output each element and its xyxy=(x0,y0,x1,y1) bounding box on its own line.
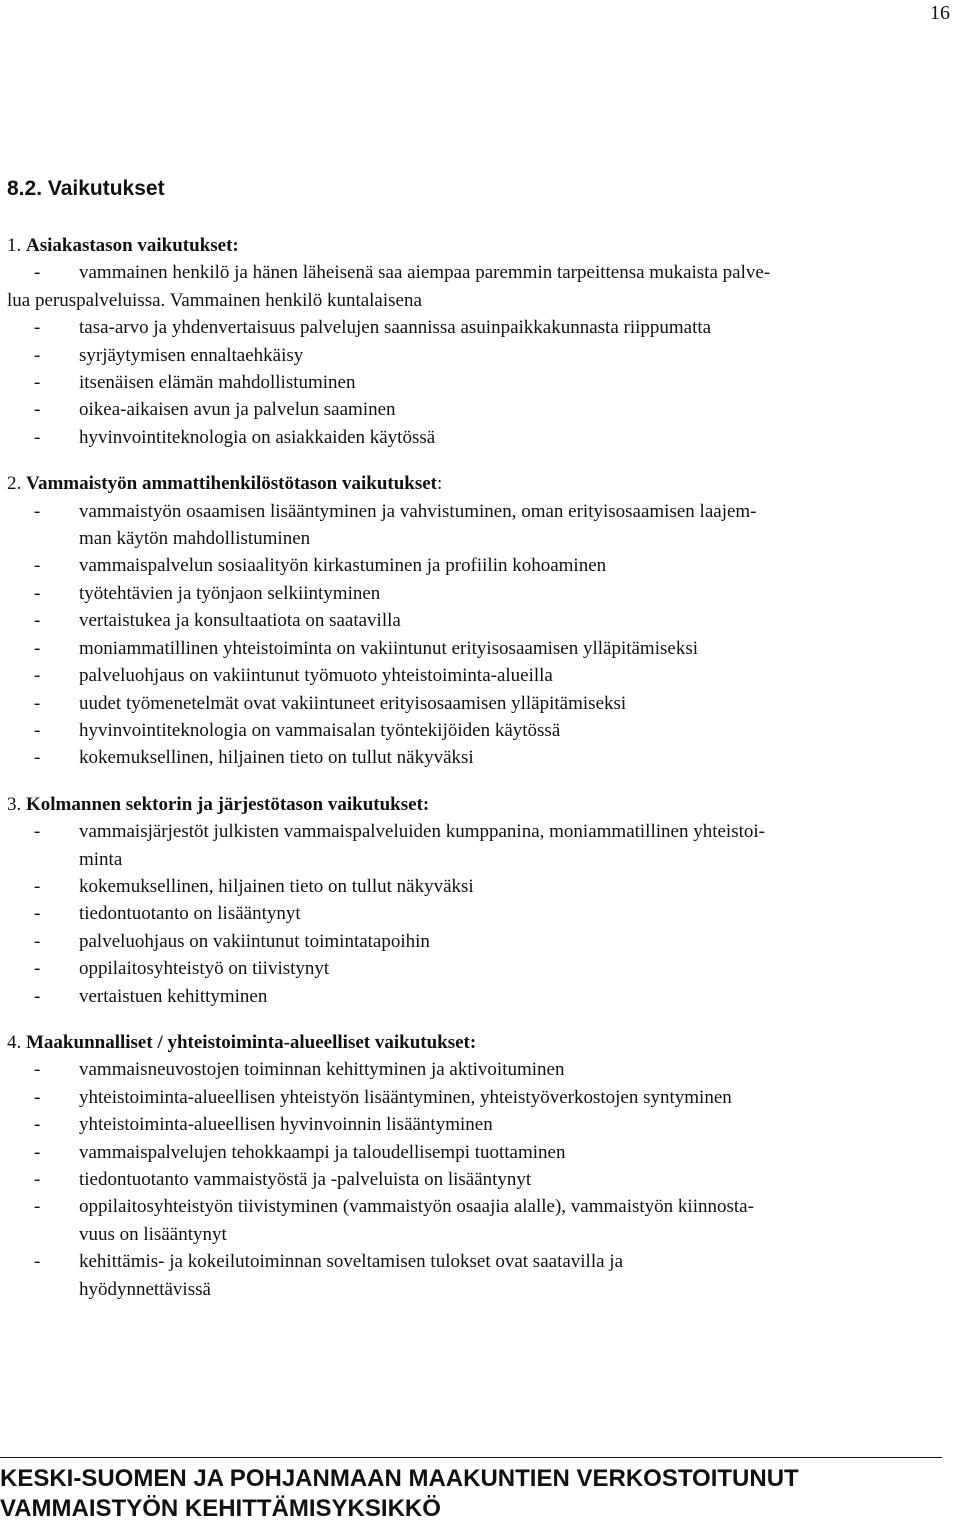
list-item-line: yhteistoiminta-alueellisen hyvinvoinnin lisääntyminen xyxy=(79,1114,493,1136)
list-item-line: yhteistoiminta-alueellisen yhteistyön lisääntyminen, yhteistyöverkostojen syntyminen xyxy=(79,1086,732,1108)
section-title-colon: : xyxy=(422,793,430,815)
bullet-list xyxy=(7,818,955,1010)
list-item-line: palveluohjaus on vakiintunut työmuoto yhteistoiminta-alueilla xyxy=(79,665,553,687)
section-title xyxy=(7,1029,955,1056)
list-item-line: vammaisneuvostojen toiminnan kehittyminen ja aktivoituminen xyxy=(79,1059,565,1081)
dash-bullet: - xyxy=(34,821,41,843)
dash-bullet: - xyxy=(34,344,41,366)
chapter-heading: 8.2. Vaikutukset xyxy=(7,177,165,200)
dash-bullet: - xyxy=(34,1114,41,1136)
dash-bullet: - xyxy=(34,665,41,687)
list-item xyxy=(7,1084,955,1111)
dash-bullet: - xyxy=(34,1251,41,1273)
bullet-list xyxy=(7,498,955,772)
list-item-line: työtehtävien ja työnjaon selkiintyminen xyxy=(79,582,381,604)
dash-bullet: - xyxy=(34,426,41,448)
dash-bullet: - xyxy=(34,985,41,1007)
list-item-line: uudet työmenetelmät ovat vakiintuneet erityisosaamisen ylläpitämiseksi xyxy=(79,692,627,714)
section-2 xyxy=(7,470,955,771)
list-item xyxy=(7,1166,955,1193)
list-item-line: syrjäytymisen ennaltaehkäisy xyxy=(79,344,304,366)
dash-bullet: - xyxy=(34,958,41,980)
list-item-line: vammaisjärjestöt julkisten vammaispalveluiden kumppanina, moniammatillinen yhteistoi- xyxy=(79,821,765,843)
section-title xyxy=(7,232,955,259)
list-item-line: vammaistyön osaamisen lisääntyminen ja vahvistuminen, oman erityisosaamisen laajem- xyxy=(79,500,757,522)
list-item-line: kokemuksellinen, hiljainen tieto on tullut näkyväksi xyxy=(79,875,474,897)
list-item-line: itsenäisen elämän mahdollistuminen xyxy=(79,372,356,394)
dash-bullet: - xyxy=(34,555,41,577)
dash-bullet: - xyxy=(34,692,41,714)
dash-bullet: - xyxy=(34,903,41,925)
dash-bullet: - xyxy=(34,610,41,632)
dash-bullet: - xyxy=(34,1141,41,1163)
section-number: 4. xyxy=(7,1031,22,1053)
list-item xyxy=(7,983,955,1010)
list-item-line: man käytön mahdollistuminen xyxy=(79,528,311,550)
list-item-line: palveluohjaus on vakiintunut toimintatapoihin xyxy=(79,930,430,952)
dash-bullet: - xyxy=(34,637,41,659)
list-item-line: oppilaitosyhteistyön tiivistyminen (vammaistyön osaajia alalle), vammaistyön kiinnosta- xyxy=(79,1196,754,1218)
section-title-text: Maakunnalliset / yhteistoiminta-alueelliset vaikutukset xyxy=(26,1031,470,1053)
section-title-colon: : xyxy=(437,473,443,495)
section-title-colon: : xyxy=(469,1031,477,1053)
section-1 xyxy=(7,232,955,451)
list-item xyxy=(7,955,955,982)
section-title-text: Asiakastason vaikutukset xyxy=(26,235,233,256)
dash-bullet: - xyxy=(34,500,41,522)
document-body xyxy=(7,232,955,1322)
list-item-line: kehittämis- ja kokeilutoiminnan soveltamisen tulokset ovat saatavilla ja xyxy=(79,1251,624,1273)
page-number: 16 xyxy=(930,2,950,24)
list-item xyxy=(7,259,955,314)
list-item-line: oppilaitosyhteistyö on tiivistynyt xyxy=(79,958,330,980)
section-title-text: Vammaistyön ammattihenkilöstötason vaikutukset xyxy=(26,473,438,495)
list-item xyxy=(7,690,955,717)
section-title-text: Kolmannen sektorin ja järjestötason vaikutukset xyxy=(26,793,423,815)
list-item xyxy=(7,580,955,607)
footer-divider xyxy=(0,1457,942,1458)
list-item xyxy=(7,607,955,634)
list-item xyxy=(7,744,955,771)
dash-bullet: - xyxy=(34,719,41,741)
dash-bullet: - xyxy=(34,317,41,339)
list-item-line: minta xyxy=(79,848,123,870)
list-item-line: oikea-aikaisen avun ja palvelun saaminen xyxy=(79,399,396,421)
list-item xyxy=(7,498,955,553)
section-number: 1. xyxy=(7,235,22,256)
dash-bullet: - xyxy=(34,1169,41,1190)
list-item xyxy=(7,873,955,900)
list-item-line: moniammatillinen yhteistoiminta on vakiintunut erityisosaamisen ylläpitämiseksi xyxy=(79,637,698,659)
list-item xyxy=(7,369,955,396)
list-item-line: vertaistukea ja konsultaatiota on saatavilla xyxy=(79,610,401,632)
list-item-line: tiedontuotanto on lisääntynyt xyxy=(79,903,301,925)
list-item xyxy=(7,662,955,689)
list-item xyxy=(7,717,955,744)
list-item-line: hyvinvointiteknologia on asiakkaiden käytössä xyxy=(79,426,436,448)
footer xyxy=(0,1464,960,1524)
dash-bullet: - xyxy=(34,875,41,897)
section-title-colon: : xyxy=(232,235,239,256)
section-4 xyxy=(7,1029,955,1303)
list-item xyxy=(7,314,955,341)
list-item xyxy=(7,396,955,423)
bullet-list xyxy=(7,1056,955,1303)
list-item xyxy=(7,818,955,873)
list-item xyxy=(7,900,955,927)
list-item xyxy=(7,342,955,369)
list-item xyxy=(7,1248,955,1303)
list-item xyxy=(7,1056,955,1083)
section-title xyxy=(7,470,955,497)
dash-bullet: - xyxy=(34,930,41,952)
section-3 xyxy=(7,791,955,1010)
dash-bullet: - xyxy=(34,1059,41,1081)
dash-bullet: - xyxy=(34,1086,41,1108)
dash-bullet: - xyxy=(34,582,41,604)
footer-line-1: KESKI-SUOMEN JA POHJANMAAN MAAKUNTIEN VERKOSTOITUNUT xyxy=(0,1465,799,1492)
list-item xyxy=(7,552,955,579)
list-item-line: vammaispalvelun sosiaalityön kirkastuminen ja profiilin kohoaminen xyxy=(79,555,607,577)
dash-bullet: - xyxy=(34,747,41,769)
list-item-line: hyödynnettävissä xyxy=(79,1278,211,1300)
list-item xyxy=(7,1111,955,1138)
list-item xyxy=(7,928,955,955)
list-item-line: vammainen henkilö ja hänen läheisenä saa aiempaa paremmin tarpeittensa mukaista palve- xyxy=(79,262,771,284)
section-title xyxy=(7,791,955,818)
list-item-line: hyvinvointiteknologia on vammaisalan työntekijöiden käytössä xyxy=(79,719,561,741)
section-number: 3. xyxy=(7,793,22,815)
section-number: 2. xyxy=(7,473,22,495)
dash-bullet: - xyxy=(34,1196,41,1218)
list-item xyxy=(7,1139,955,1166)
list-item-line: vertaistuen kehittyminen xyxy=(79,985,268,1007)
dash-bullet: - xyxy=(34,399,41,421)
list-item xyxy=(7,1193,955,1248)
list-item-line: vammaispalvelujen tehokkaampi ja taloudellisempi tuottaminen xyxy=(79,1141,566,1163)
bullet-list xyxy=(7,259,955,451)
list-item xyxy=(7,635,955,662)
list-item-line: lua peruspalveluissa. Vammainen henkilö kuntalaisena xyxy=(7,289,422,311)
dash-bullet: - xyxy=(34,372,41,394)
list-item-line: vuus on lisääntynyt xyxy=(79,1223,227,1245)
list-item xyxy=(7,424,955,451)
footer-line-2: VAMMAISTYÖN KEHITTÄMISYKSIKKÖ xyxy=(0,1495,441,1522)
list-item-line: tasa-arvo ja yhdenvertaisuus palvelujen saannissa asuinpaikkakunnasta riippumatta xyxy=(79,317,712,339)
list-item-line: tiedontuotanto vammaistyöstä ja -palveluista on lisääntynyt xyxy=(79,1169,532,1190)
list-item-line: kokemuksellinen, hiljainen tieto on tullut näkyväksi xyxy=(79,747,474,769)
dash-bullet: - xyxy=(34,262,41,284)
